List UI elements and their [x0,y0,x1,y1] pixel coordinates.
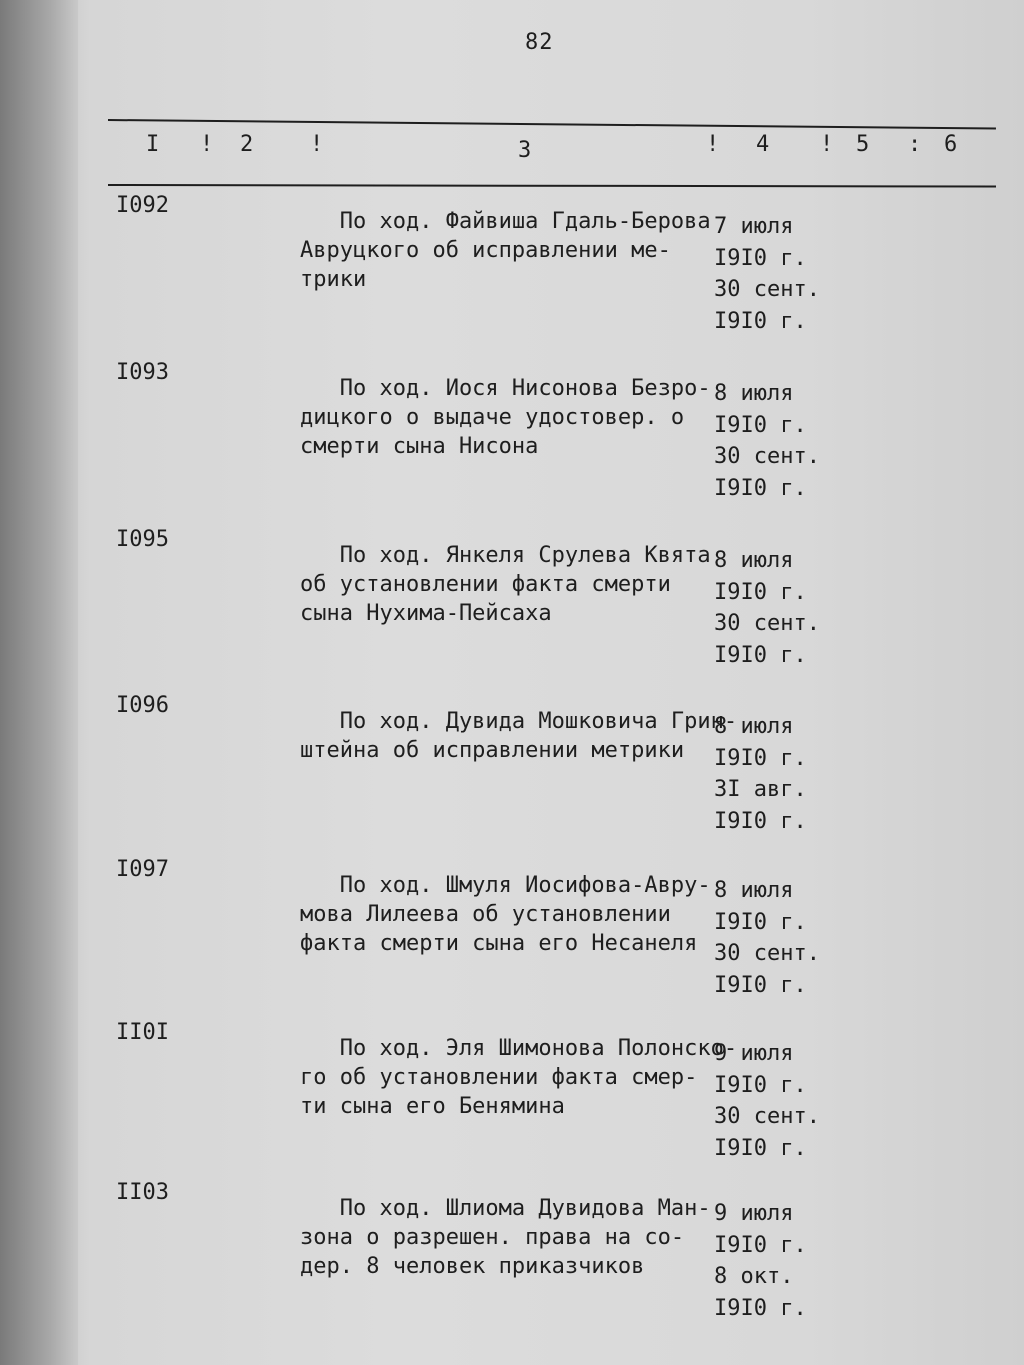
date-line: 30 сент. [714,277,820,302]
column-header-4: 4 [756,132,770,157]
description-line: По ход. Дувида Мошковича Грин- [300,709,738,734]
column-separator-1: ! [200,132,214,157]
entry-number: II03 [116,1180,169,1205]
date-line: I9I0 г. [714,972,807,998]
column-header-1: I [146,132,160,157]
entry-description [300,1194,711,1281]
date-line: I9I0 г. [714,1072,807,1098]
header-bottom-rule [108,184,996,188]
date-line: 30 сент. [714,444,820,469]
date-line: 30 сент. [714,941,820,966]
date-line: I9I0 г. [714,245,807,271]
date-line: 7 июля [714,214,794,239]
column-separator-2: ! [310,132,324,157]
date-line: 9 июля [714,1201,794,1226]
column-header-6: 6 [944,132,958,157]
date-line: 8 июля [714,381,794,406]
description-line: По ход. Шмуля Иосифова-Авру- [300,873,711,898]
date-line: I9I0 г. [714,475,807,501]
entry-dates [714,711,807,837]
column-separator-4: ! [820,132,834,157]
entry-number: I093 [116,360,169,385]
entry-row [0,1020,1024,1180]
date-line: I9I0 г. [714,308,807,334]
date-line: 9 июля [714,1041,794,1066]
description-line: По ход. Файвиша Гдаль-Берова [300,209,711,234]
page-number: 82 [525,30,554,55]
entry-dates [714,1198,807,1324]
description-line: По ход. Иося Нисонова Безро- [300,376,711,401]
entry-dates [714,211,820,337]
description-line: мова Лилеева об установлении [300,902,671,927]
entry-dates [714,1038,820,1164]
entry-row [0,1180,1024,1340]
date-line: I9I0 г. [714,1295,807,1321]
entry-dates [714,545,820,671]
description-line: смерти сына Нисона [300,434,539,459]
date-line: 3I авг. [714,777,807,802]
date-line: I9I0 г. [714,642,807,668]
description-line: факта смерти сына его Несанеля [300,931,698,956]
column-separator-5: : [908,132,922,157]
date-line: I9I0 г. [714,579,807,605]
entry-row [0,693,1024,853]
column-header-2: 2 [240,132,254,157]
entry-number: I092 [116,193,169,218]
date-line: 8 июля [714,878,794,903]
description-line: штейна об исправлении метрики [300,738,685,763]
entry-description [300,1034,737,1121]
column-header-5: 5 [856,132,870,157]
entry-description [300,374,711,461]
entry-number: I095 [116,527,169,552]
entry-row [0,360,1024,520]
header-top-rule [108,119,996,130]
date-line: I9I0 г. [714,412,807,438]
entry-description [300,871,711,958]
description-line: трики [300,267,367,292]
entry-number: I096 [116,693,169,718]
description-line: об установлении факта смерти [300,572,671,597]
date-line: 8 июля [714,714,794,739]
description-line: По ход. Шлиома Дувидова Ман- [300,1196,711,1221]
entry-number: II0I [116,1020,169,1045]
entry-number: I097 [116,857,169,882]
entry-row [0,193,1024,353]
entry-dates [714,378,820,504]
date-line: I9I0 г. [714,1232,807,1258]
entry-description [300,541,711,628]
description-line: дер. 8 человек приказчиков [300,1254,645,1279]
column-header-3: 3 [518,138,532,163]
description-line: По ход. Янкеля Срулева Квята [300,543,711,568]
entry-row [0,857,1024,1017]
column-separator-3: ! [706,132,720,157]
date-line: I9I0 г. [714,745,807,771]
entry-description [300,707,737,765]
date-line: 30 сент. [714,611,820,636]
entry-row [0,527,1024,687]
description-line: Авруцкого об исправлении ме- [300,238,671,263]
description-line: го об установлении факта смер- [300,1065,698,1090]
date-line: 30 сент. [714,1104,820,1129]
entry-dates [714,875,820,1001]
date-line: 8 июля [714,548,794,573]
description-line: зона о разрешен. права на со- [300,1225,685,1250]
description-line: сына Нухима-Пейсаха [300,601,552,626]
description-line: дицкого о выдаче удостовер. о [300,405,685,430]
date-line: I9I0 г. [714,808,807,834]
date-line: 8 окт. [714,1264,794,1289]
date-line: I9I0 г. [714,909,807,935]
entry-description [300,207,711,294]
date-line: I9I0 г. [714,1135,807,1161]
description-line: По ход. Эля Шимонова Полонско- [300,1036,738,1061]
description-line: ти сына его Бенямина [300,1094,565,1119]
